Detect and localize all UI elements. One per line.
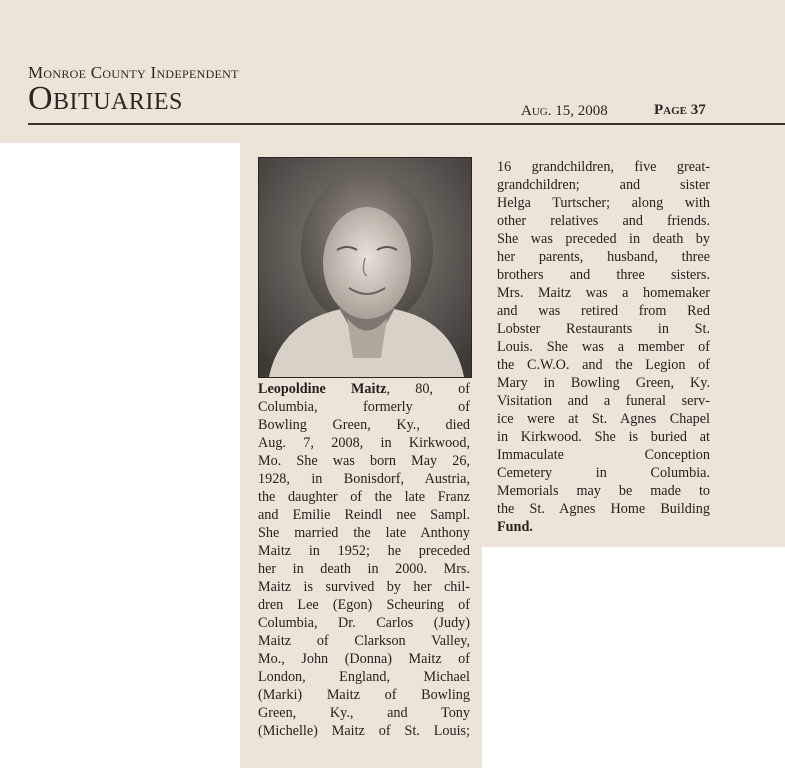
text-line: Mo., John (Donna) Maitz of: [258, 651, 470, 667]
obituary-column-left: [258, 380, 470, 740]
text-line: her parents, husband, three: [497, 249, 710, 265]
text-line: Mo. She was born May 26,: [258, 453, 470, 469]
portrait-image: [259, 158, 471, 377]
text-line: Helga Turtscher; along with: [497, 195, 710, 211]
text-line: dren Lee (Egon) Scheuring of: [258, 597, 470, 613]
text-line: and Emilie Reindl nee Sampl.: [258, 507, 470, 523]
text-line: the daughter of the late Franz: [258, 489, 470, 505]
text-line: Memorials may be made to: [497, 483, 710, 499]
text-line: (Michelle) Maitz of St. Louis;: [258, 723, 470, 739]
text-line: grandchildren; and sister: [497, 177, 710, 193]
text-line: Louis. She was a member of: [497, 339, 710, 355]
text-line: Fund.: [497, 519, 533, 535]
publication-name: Monroe County Independent: [28, 63, 239, 82]
text-line: 16 grandchildren, five great-: [497, 159, 710, 175]
text-line: Columbia, formerly of: [258, 399, 470, 415]
text-line: Mary in Bowling Green, Ky.: [497, 375, 710, 391]
text-line: Maitz of Clarkson Valley,: [258, 633, 470, 649]
text-line: Maitz in 1952; he preceded: [258, 543, 470, 559]
text-line: in Kirkwood. She is buried at: [497, 429, 710, 445]
text-line: and was retired from Red: [497, 303, 710, 319]
text-line: other relatives and friends.: [497, 213, 710, 229]
text-line: ice were at St. Agnes Chapel: [497, 411, 710, 427]
text-line: Green, Ky., and Tony: [258, 705, 470, 721]
text-line: the C.W.O. and the Legion of: [497, 357, 710, 373]
portrait-photo: [258, 157, 472, 378]
text-line: Aug. 7, 2008, in Kirkwood,: [258, 435, 470, 451]
text-line: Columbia, Dr. Carlos (Judy): [258, 615, 470, 631]
text-line: Visitation and a funeral serv-: [497, 393, 710, 409]
text-line: Mrs. Maitz was a homemaker: [497, 285, 710, 301]
text-line: (Marki) Maitz of Bowling: [258, 687, 470, 703]
text-line: London, England, Michael: [258, 669, 470, 685]
text-line: She married the late Anthony: [258, 525, 470, 541]
text-line: brothers and three sisters.: [497, 267, 710, 283]
text-line: Lobster Restaurants in St.: [497, 321, 710, 337]
obituary-column-right: [497, 158, 710, 536]
header-rule: [28, 123, 785, 125]
issue-date: Aug. 15, 2008: [521, 103, 608, 119]
text-line: Leopoldine Maitz, 80, of: [258, 381, 470, 397]
text-line: 1928, in Bonisdorf, Austria,: [258, 471, 470, 487]
text-line: Maitz is survived by her chil-: [258, 579, 470, 595]
masthead: [28, 64, 239, 118]
text-line: her in death in 2000. Mrs.: [258, 561, 470, 577]
text-line: Cemetery in Columbia.: [497, 465, 710, 481]
text-line: the St. Agnes Home Building: [497, 501, 710, 517]
section-title: Obituaries: [28, 80, 183, 117]
text-line: She was preceded in death by: [497, 231, 710, 247]
text-line: Bowling Green, Ky., died: [258, 417, 470, 433]
deceased-name: Leopoldine Maitz: [258, 381, 387, 397]
text-line: Immaculate Conception: [497, 447, 710, 463]
page-number: Page 37: [654, 102, 706, 118]
